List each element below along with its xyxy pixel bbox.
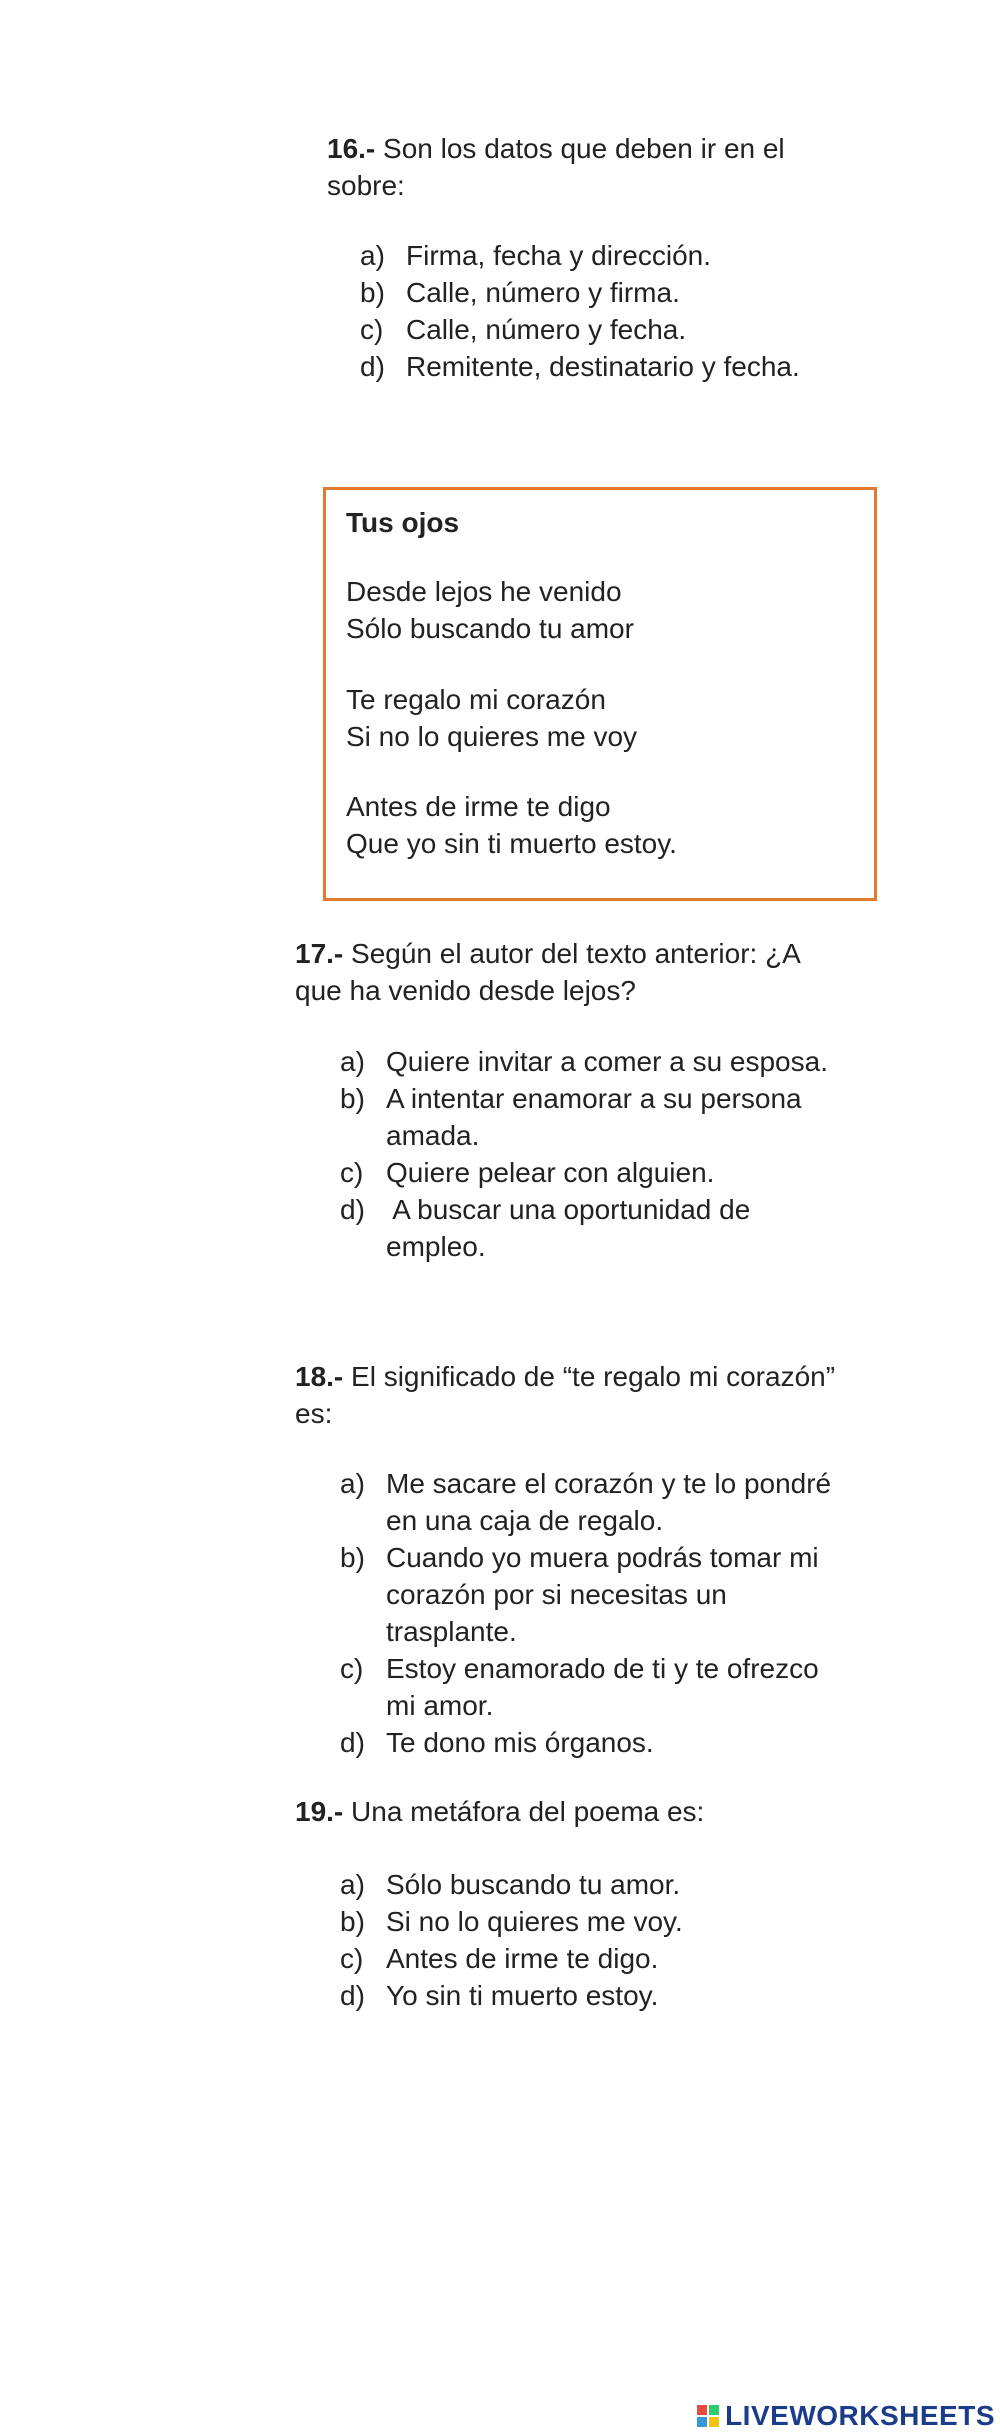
poem-box bbox=[323, 487, 877, 901]
options-17 bbox=[340, 1043, 828, 1265]
option-c[interactable]: c) Quiere pelear con alguien. bbox=[340, 1157, 715, 1188]
poem-line: Antes de irme te digo bbox=[346, 791, 611, 822]
option-d[interactable]: d) Remitente, destinatario y fecha. bbox=[360, 351, 800, 382]
option-b[interactable]: b) Si no lo quieres me voy. bbox=[340, 1906, 683, 1937]
question-17 bbox=[295, 935, 801, 1009]
question-text: es: bbox=[295, 1398, 333, 1429]
question-18 bbox=[295, 1358, 835, 1432]
poem-stanza bbox=[346, 573, 634, 647]
option-d[interactable]: d) A buscar una oportunidad de empleo. bbox=[340, 1194, 751, 1262]
logo-icon bbox=[697, 2405, 719, 2427]
question-number: 18.- bbox=[295, 1361, 344, 1392]
option-c[interactable]: c) Antes de irme te digo. bbox=[340, 1943, 659, 1974]
poem-title: Tus ojos bbox=[346, 507, 460, 538]
poem-line: Te regalo mi corazón bbox=[346, 684, 606, 715]
options-18 bbox=[340, 1465, 831, 1761]
poem-line: Sólo buscando tu amor bbox=[346, 613, 634, 644]
liveworksheets-logo[interactable] bbox=[697, 2400, 995, 2432]
poem-stanza bbox=[346, 681, 637, 755]
option-b[interactable]: b) Calle, número y firma. bbox=[360, 277, 680, 308]
question-number: 16.- bbox=[327, 133, 376, 164]
question-text: El significado de “te regalo mi corazón” bbox=[351, 1361, 836, 1392]
option-a[interactable]: a) Quiere invitar a comer a su esposa. bbox=[340, 1046, 828, 1077]
options-19 bbox=[340, 1866, 683, 2014]
poem-line: Desde lejos he venido bbox=[346, 576, 622, 607]
question-text: que ha venido desde lejos? bbox=[295, 975, 636, 1006]
brand-name: LIVEWORKSHEETS bbox=[725, 2400, 995, 2431]
question-19 bbox=[295, 1793, 704, 1830]
poem-line: Si no lo quieres me voy bbox=[346, 721, 638, 752]
options-16 bbox=[360, 237, 800, 385]
question-number: 19.- bbox=[295, 1796, 344, 1827]
option-b[interactable]: b) A intentar enamorar a su persona amada. bbox=[340, 1083, 802, 1151]
poem-stanza bbox=[346, 788, 677, 862]
question-16 bbox=[327, 130, 785, 204]
option-b[interactable]: b) Cuando yo muera podrás tomar mi corazón por si necesitas un trasplante. bbox=[340, 1542, 819, 1647]
option-c[interactable]: c) Estoy enamorado de ti y te ofrezco mi amor. bbox=[340, 1653, 819, 1721]
question-text: sobre: bbox=[327, 170, 405, 201]
option-d[interactable]: d) Yo sin ti muerto estoy. bbox=[340, 1980, 659, 2011]
option-a[interactable]: a) Me sacare el corazón y te lo pondré en una caja de regalo. bbox=[340, 1468, 832, 1536]
option-a[interactable]: a) Sólo buscando tu amor. bbox=[340, 1869, 681, 1900]
option-d[interactable]: d) Te dono mis órganos. bbox=[340, 1727, 654, 1758]
poem-line: Que yo sin ti muerto estoy. bbox=[346, 828, 677, 859]
option-c[interactable]: c) Calle, número y fecha. bbox=[360, 314, 687, 345]
question-text: Según el autor del texto anterior: ¿A bbox=[351, 938, 801, 969]
question-number: 17.- bbox=[295, 938, 344, 969]
question-text: Son los datos que deben ir en el bbox=[383, 133, 785, 164]
option-a[interactable]: a) Firma, fecha y dirección. bbox=[360, 240, 711, 271]
question-text: Una metáfora del poema es: bbox=[351, 1796, 705, 1827]
